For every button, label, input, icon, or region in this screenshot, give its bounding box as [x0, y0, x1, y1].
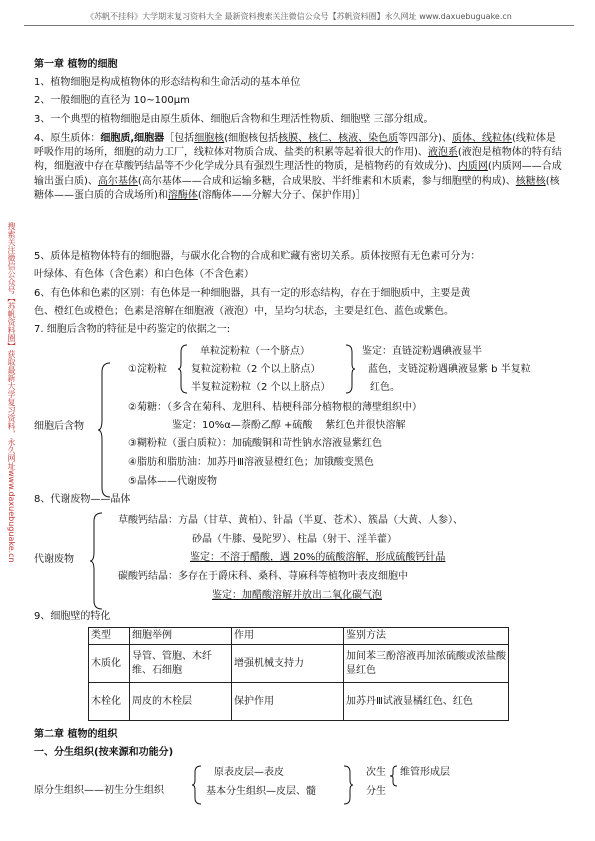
table-cell: 木质化	[89, 645, 130, 683]
point-7: 7. 细胞后含物的特征是中药鉴定的依据之一:	[34, 324, 231, 335]
secondary-label: 次生	[366, 767, 386, 778]
starch-types-close-brace	[345, 344, 355, 394]
point-5-line-1: 5、质体是植物体特有的细胞器，与碳水化合物的合成和贮藏有密切关系。质体按照有无色素可分为：	[34, 251, 481, 262]
ground-meristem: 基本分生组织—皮层、髓	[206, 786, 316, 797]
inclusions-root: 细胞后含物	[34, 421, 84, 432]
point-1: 1、植物细胞是构成植物体的形态结构和生命活动的基本单位	[34, 77, 301, 88]
point-3: 3、一个典型的植物细胞是由原生质体、细胞后含物和生理活性物质、细胞壁 三部分组成。	[34, 114, 434, 125]
starch-types-brace	[178, 344, 188, 394]
starch-identification-2: 蓝色，支链淀粉遇碘液显紫 b 半复粒	[368, 364, 531, 375]
point-8: 8、代谢废物——晶体	[34, 494, 131, 505]
table-cell: 导管、管胞、木纤维、石细胞	[130, 645, 232, 683]
cambium-brace	[390, 765, 398, 787]
point-9: 9、细胞壁的特化	[34, 611, 111, 622]
table-header-row	[89, 628, 509, 645]
starch-identification-3: 红色。	[370, 382, 400, 393]
point-5-line-2: 叶绿体、有色体（含色素）和白色体（不含色素）	[34, 269, 254, 280]
point-6-line-2: 色、橙红色或橙色；色素是溶解在细胞液（液泡）中，呈均匀状态，主要是红色、蓝色或紫色。	[34, 306, 454, 317]
table-header: 作用	[232, 628, 344, 645]
waste-brace	[90, 512, 104, 610]
table-cell: 加间苯三酚溶液再加浓硫酸或浓盐酸显红色	[344, 645, 509, 683]
meristem-close-brace	[343, 765, 353, 805]
cell-wall-table	[88, 627, 509, 721]
starch-compound: 复粒淀粉粒（2 个以上脐点）	[191, 364, 321, 375]
table-row	[89, 645, 509, 683]
meristem-label: 分生	[366, 786, 386, 797]
point-2: 2、一般细胞的直径为 10~100μm	[34, 95, 190, 106]
starch-half-compound: 半复粒淀粉粒（2 个以上脐点）	[191, 382, 331, 393]
protoderm: 原表皮层—表皮	[214, 767, 284, 778]
oxalate-identification: 鉴定：不溶于醋酸，遇 20%的硫酸溶解，形成硫酸钙针晶	[190, 552, 446, 563]
fat-oil: ④脂肪和脂肪油：加苏丹Ⅲ溶液显橙红色；加锇酸变黑色	[128, 457, 374, 468]
meristem-root: 原分生组织——初生分生组织	[34, 785, 164, 796]
oxalate-line-1: 草酸钙结晶：方晶（甘草、黄柏）、针晶（半夏、苍术）、簇晶（大黄、人参）、	[118, 515, 463, 526]
table-cell: 保护作用	[232, 683, 344, 721]
crystal: ⑤晶体——代谢废物	[128, 476, 217, 487]
table-cell: 木栓化	[89, 683, 130, 721]
aleurone: ③糊粉粒（蛋白质粒）：加硫酸铜和苛性钠水溶液显紫红色	[128, 438, 382, 449]
inclusions-brace	[98, 362, 112, 498]
inulin-identification: 鉴定：10%α—萘酚乙醇 +硫酸 紫红色并很快溶解	[172, 420, 406, 431]
carbonate-identification: 鉴定：加醋酸溶解并放出二氧化碳气泡	[212, 590, 382, 601]
section-meristem-title: 一、分生组织(按来源和功能分)	[34, 747, 174, 758]
inulin: ②菊糖：（多含在菊科、龙胆科、桔梗科部分植物根的薄壁组织中）	[128, 402, 422, 413]
chapter-1-title: 第一章 植物的细胞	[34, 59, 118, 70]
carbonate-line-1: 碳酸钙结晶：多存在于爵床科、桑科、荨麻科等植物叶表皮细胞中	[118, 571, 408, 582]
page-header: 《苏帆不挂科》大学期末复习资料大全 最新资料搜索关注微信公众号【苏帆资料圈】永久网址 www.daxuebuguake.cn	[24, 11, 574, 26]
table-cell: 增强机械支持力	[232, 645, 344, 683]
chapter-2-title: 第二章 植物的组织	[34, 729, 118, 740]
meristem-brace	[192, 765, 202, 805]
sidebar-watermark: 搜索关注微信公众号【苏帆资料圈】获取最新大学复习资料，永久网址www.daxuebuguake.cn	[7, 222, 16, 563]
table-header: 类型	[89, 628, 130, 645]
table-cell: 加苏丹Ⅲ试液显橘红色、红色	[344, 683, 509, 721]
point-4-paragraph: 4、原生质体：细胞质,细胞器［包括细胞核(细胞核包括核膜、核仁、核液、染色质等四部分)、质体、线粒体(线粒体是呼吸作用的场所，细胞的动力工厂，线粒体对物质合成、盐类的积累等起着很大的作用)、液泡系(液泡是植物体的特有结构，细胞液中存在草酸钙结晶等不少化学成分具有强烈生理活性的物质，是植物药的有效成分)、内质网(内质网——合成输出蛋白质)、高尔基体(高尔基体——合成和运输多糖，合成果胶、半纤维素和木质素，参与细胞壁的构成)、核糖核(核糖体——蛋白质的合成场所)和溶酶体(溶酶体——分解大分子、保护作用)］	[34, 133, 562, 201]
oxalate-line-2: 砂晶（牛膝、曼陀罗）、柱晶（射干、淫羊藿）	[192, 534, 397, 545]
starch-identification-1: 鉴定：直链淀粉遇碘液显半	[362, 346, 482, 357]
waste-root: 代谢废物	[34, 554, 74, 565]
table-row	[89, 683, 509, 721]
table-header: 鉴别方法	[344, 628, 509, 645]
starch-label: ①淀粉粒	[128, 364, 167, 375]
table-cell: 周皮的木栓层	[130, 683, 232, 721]
table-header: 细胞举例	[130, 628, 232, 645]
vascular-cambium: 维管形成层	[400, 767, 450, 778]
starch-simple: 单粒淀粉粒（一个脐点）	[200, 346, 310, 357]
point-6-line-1: 6、有色体和色素的区别：有色体是一种细胞器，具有一定的形态结构，存在于细胞质中，主要是黄	[34, 288, 471, 299]
